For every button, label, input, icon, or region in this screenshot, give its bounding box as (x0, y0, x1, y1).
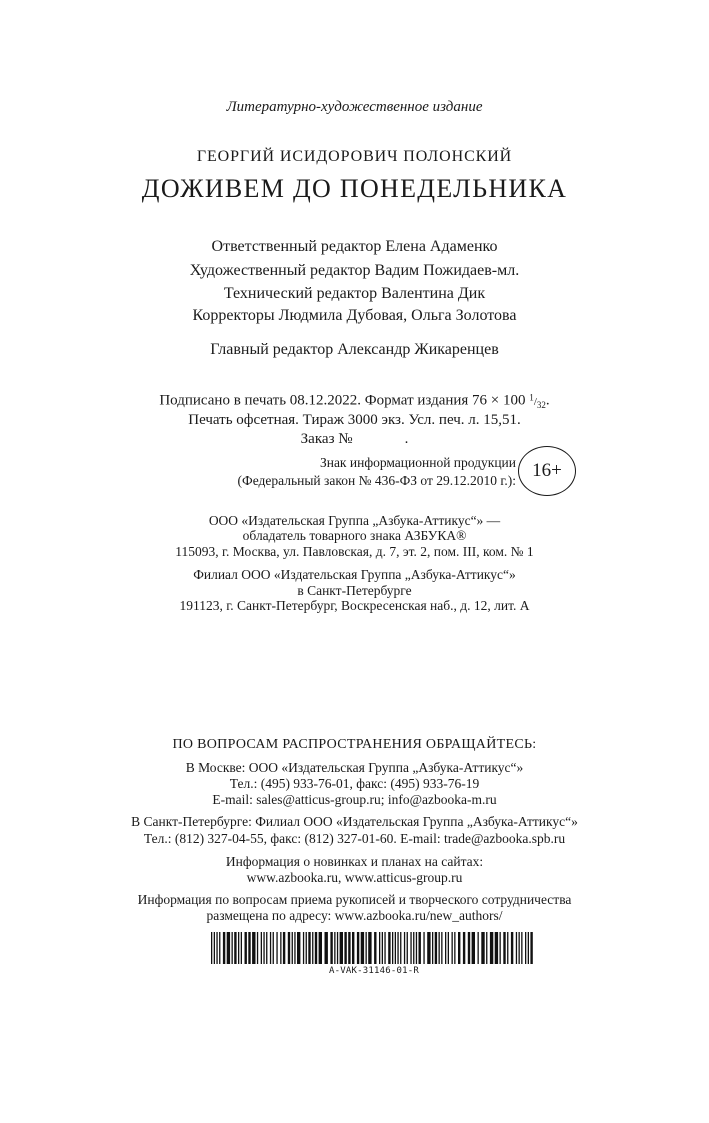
barcode-bar (404, 932, 405, 964)
barcode-bar (445, 932, 446, 964)
barcode-bar (344, 932, 346, 964)
barcode-bar (416, 932, 417, 964)
barcode-bar (241, 932, 242, 964)
barcode-bar (266, 932, 267, 964)
barcode-code: A-VAK-31146-01-R (329, 966, 419, 976)
barcode-bar (463, 932, 465, 964)
moscow-contact-line1: В Москве: ООО «Издательская Группа „Азбука-Аттикус“» (185, 760, 524, 775)
barcode-bar (270, 932, 271, 964)
age-sign-law: (Федеральный закон № 436-ФЗ от 29.12.2010 г.): (237, 473, 516, 488)
manuscripts-info-line1: Информация по вопросам приема рукописей и творческого сотрудничества (137, 892, 572, 907)
edition-type: Литературно-художественное издание (226, 99, 483, 115)
barcode-image (211, 932, 537, 964)
barcode-bar (330, 932, 332, 964)
barcode-bar (452, 932, 453, 964)
print-info-text: Подписано в печать 08.12.2022. Формат издания 76 × 100 (159, 392, 530, 409)
barcode-bar (374, 932, 376, 964)
print-info-suffix: . (545, 392, 550, 409)
age-sign-label: Знак информационной продукции (319, 455, 516, 470)
barcode-bar (340, 932, 343, 964)
moscow-contact-phone: Тел.: (495) 933-76-01, факс: (495) 933-76-19 (229, 776, 480, 791)
barcode-bar (379, 932, 380, 964)
barcode-bar (211, 932, 212, 964)
barcode-bar (521, 932, 522, 964)
order-number-line (0, 431, 709, 448)
barcode-bar (511, 932, 513, 964)
credit-art-editor: Художественный редактор Вадим Пожидаев-мл. (189, 262, 520, 279)
barcode-bar (232, 932, 233, 964)
barcode-bar (361, 932, 364, 964)
barcode-bar (366, 932, 367, 964)
barcode-bar (528, 932, 529, 964)
barcode-bar (458, 932, 460, 964)
publisher-line2: обладатель товарного знака АЗБУКА® (242, 528, 467, 543)
barcode-bar (248, 932, 250, 964)
barcode-bar (397, 932, 398, 964)
barcode-bar (432, 932, 433, 964)
format-fraction (529, 392, 546, 410)
barcode-bar (481, 932, 484, 964)
barcode-bar (441, 932, 442, 964)
publisher-address: 115093, г. Москва, ул. Павловская, д. 7, эт. 2, пом. III, ком. № 1 (175, 544, 534, 559)
barcode-bar (407, 932, 408, 964)
barcode-bar (223, 932, 225, 964)
order-label: Заказ № (300, 431, 353, 447)
barcode-bar (439, 932, 440, 964)
chief-editor: Главный редактор Александр Жикаренцев (210, 341, 499, 358)
author-name: ГЕОРГИЙ ИСИДОРОВИЧ ПОЛОНСКИЙ (196, 148, 513, 165)
manuscripts-info-line2: размещена по адресу: www.azbooka.ru/new_authors/ (206, 908, 503, 923)
credit-proofreaders: Корректоры Людмила Дубовая, Ольга Золотова (192, 307, 517, 324)
barcode-bar (312, 932, 313, 964)
barcode-bar (352, 932, 354, 964)
barcode-bar (410, 932, 411, 964)
barcode-bar (303, 932, 304, 964)
barcode-bar (423, 932, 424, 964)
barcode-bar (368, 932, 371, 964)
barcode-bar (384, 932, 385, 964)
barcode-bar (219, 932, 220, 964)
barcode-bar (454, 932, 455, 964)
distribution-heading: ПО ВОПРОСАМ РАСПРОСТРАНЕНИЯ ОБРАЩАЙТЕСЬ: (172, 737, 537, 752)
barcode-bar (348, 932, 350, 964)
barcode-bar (292, 932, 293, 964)
barcode-bar (315, 932, 317, 964)
barcode-bar (503, 932, 505, 964)
barcode-bar (468, 932, 470, 964)
barcode-bar (283, 932, 285, 964)
barcode-bar (413, 932, 414, 964)
barcode-bar (319, 932, 322, 964)
barcode-bar (427, 932, 430, 964)
barcode-bar (500, 932, 501, 964)
barcode-bar (525, 932, 526, 964)
barcode-bar (530, 932, 532, 964)
publisher-line1: ООО «Издательская Группа „Азбука-Аттикус“» — (208, 513, 501, 528)
barcode-bar (400, 932, 401, 964)
barcode-bar (214, 932, 215, 964)
barcode-bar (245, 932, 247, 964)
barcode-bar (337, 932, 338, 964)
barcode-bar (519, 932, 520, 964)
print-info-line1 (0, 392, 709, 410)
barcode-bar (325, 932, 328, 964)
barcode-bar (263, 932, 264, 964)
format-slash: / (533, 395, 537, 408)
barcode-bar (495, 932, 498, 964)
barcode-bar (490, 932, 493, 964)
websites-list: www.azbooka.ru, www.atticus-group.ru (246, 870, 463, 885)
barcode-bar (435, 932, 437, 964)
barcode-bar (478, 932, 479, 964)
barcode-bar (388, 932, 390, 964)
spb-contact-phone: Тел.: (812) 327-04-55, факс: (812) 327-01-60. E-mail: trade@azbooka.spb.ru (143, 831, 566, 846)
format-denominator: 32 (536, 399, 546, 410)
spb-contact-line1: В Санкт-Петербурге: Филиал ООО «Издательская Группа „Азбука-Аттикус“» (131, 814, 578, 829)
barcode-bar (486, 932, 487, 964)
barcode-bar (257, 932, 258, 964)
moscow-contact-email: E-mail: sales@atticus-group.ru; info@azbooka-m.ru (212, 792, 497, 807)
age-rating-badge: 16+ (518, 446, 576, 496)
barcode-bar (294, 932, 295, 964)
websites-intro: Информация о новинках и планах на сайтах: (225, 854, 484, 869)
barcode-bar (297, 932, 300, 964)
barcode-bar (516, 932, 517, 964)
branch-address: 191123, г. Санкт-Петербург, Воскресенская наб., д. 12, лит. А (179, 598, 530, 613)
branch-line2: в Санкт-Петербурге (297, 583, 412, 598)
credit-technical-editor: Технический редактор Валентина Дик (223, 285, 486, 302)
format-numerator: 1 (529, 392, 534, 402)
barcode-bar (227, 932, 230, 964)
barcode-bar (392, 932, 393, 964)
branch-line1: Филиал ООО «Издательская Группа „Азбука-Аттикус“» (193, 567, 516, 582)
barcode-bar (507, 932, 508, 964)
barcode-bar (448, 932, 449, 964)
credit-responsible-editor: Ответственный редактор Елена Адаменко (211, 238, 498, 255)
barcode-bar (238, 932, 239, 964)
barcode-bar (276, 932, 277, 964)
barcode-bar (261, 932, 262, 964)
barcode-bar (273, 932, 274, 964)
barcode-bar (280, 932, 281, 964)
barcode-bar (382, 932, 383, 964)
barcode-bar (216, 932, 217, 964)
book-title: ДОЖИВЕМ ДО ПОНЕДЕЛЬНИКА (141, 174, 568, 203)
barcode-bar (395, 932, 396, 964)
order-end: . (404, 431, 409, 447)
barcode-bar (252, 932, 255, 964)
barcode-bar (288, 932, 290, 964)
barcode-bar (357, 932, 359, 964)
barcode-bar (308, 932, 310, 964)
barcode-bar (334, 932, 335, 964)
barcode-bar (419, 932, 421, 964)
print-info-line2: Печать офсетная. Тираж 3000 экз. Усл. печ. л. 15,51. (188, 412, 521, 428)
barcode-bar (472, 932, 475, 964)
barcode-bar (306, 932, 307, 964)
barcode-bar (234, 932, 236, 964)
